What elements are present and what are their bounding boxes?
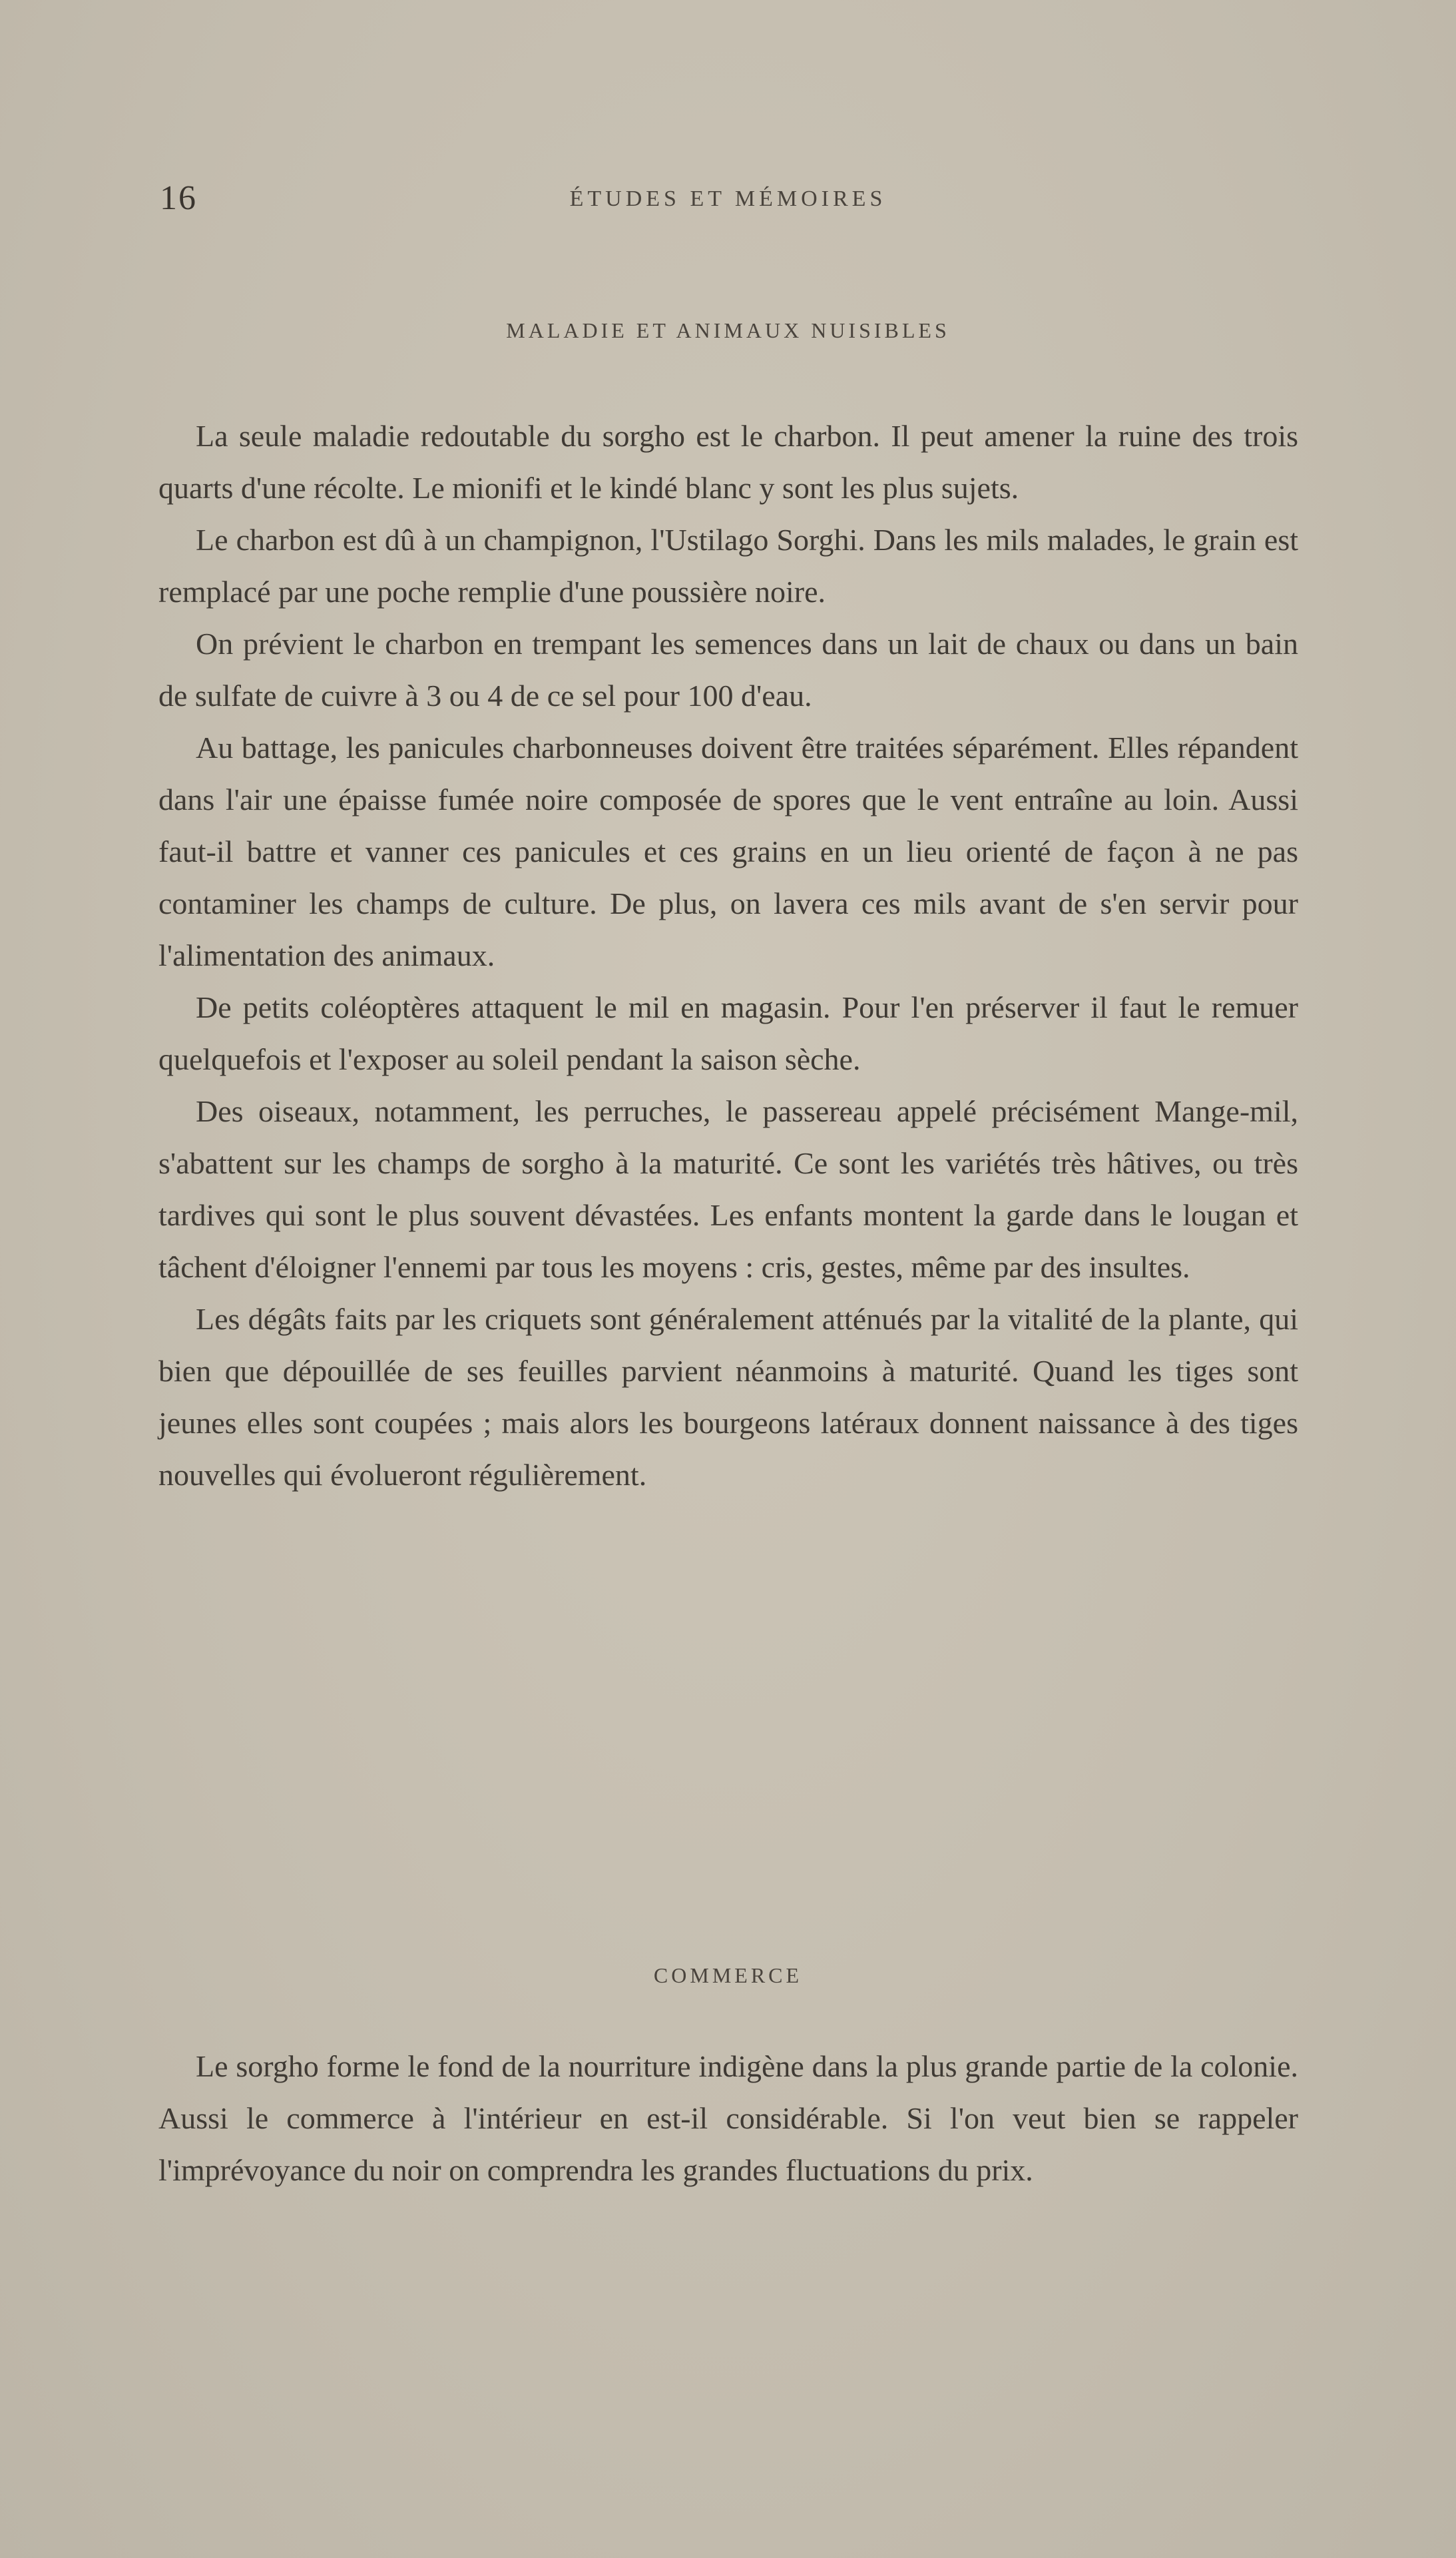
paragraph: La seule maladie redoutable du sorgho est le charbon. Il peut amener la ruine des trois quarts d'une récolte. Le mionifi et le kindé blanc y sont les plus sujets. bbox=[158, 419, 1298, 505]
paragraph: Au battage, les panicules charbonneuses doivent être traitées séparément. Elles répandent dans l'air une épaisse fumée noire composée de spores que le vent entraîne au loin. Aussi faut-il battre et vanner ces panicules et ces grains en un lieu orienté de façon à ne pas contaminer les champs de culture. De plus, on lavera ces mils avant de s'en servir pour l'alimentation des animaux. bbox=[158, 731, 1298, 972]
section-heading-maladie: MALADIE ET ANIMAUX NUISIBLES bbox=[506, 318, 950, 342]
running-head bbox=[0, 178, 1456, 225]
paragraph: Le charbon est dû à un champignon, l'Ustilago Sorghi. Dans les mils malades, le grain est remplacé par une poche remplie d'une poussière noire. bbox=[158, 523, 1298, 609]
journal-title: ÉTUDES ET MÉMOIRES bbox=[569, 186, 887, 211]
section-heading-commerce: COMMERCE bbox=[653, 1963, 803, 1987]
paragraph: Le sorgho forme le fond de la nourriture indigène dans la plus grande partie de la colonie. Aussi le commerce à l'intérieur en est-il considérable. Si l'on veut bien se rappeler l'imprévoyance du noir on comprendra les grandes fluctuations du prix. bbox=[158, 2049, 1298, 2187]
paragraph: De petits coléoptères attaquent le mil en magasin. Pour l'en préserver il faut le remuer quelquefois et l'exposer au soleil pendant la saison sèche. bbox=[158, 990, 1298, 1076]
section-body-maladie bbox=[158, 410, 1298, 1501]
paragraph: On prévient le charbon en trempant les semences dans un lait de chaux ou dans un bain de sulfate de cuivre à 3 ou 4 de ce sel pour 100 d'eau. bbox=[158, 627, 1298, 713]
page-number: 16 bbox=[160, 179, 197, 217]
paragraph: Les dégâts faits par les criquets sont généralement atténués par la vitalité de la plante, qui bien que dépouillée de ses feuilles parvient néanmoins à maturité. Quand les tiges sont jeunes elles sont coupées ; mais alors les bourgeons latéraux donnent naissance à des tiges nouvelles qui évolueront régulièrement. bbox=[158, 1302, 1298, 1492]
paragraph: Des oiseaux, notamment, les perruches, le passereau appelé précisément Mange-mil, s'abattent sur les champs de sorgho à la maturité. Ce sont les variétés très hâtives, ou très tardives qui sont le plus souvent dévastées. Les enfants montent la garde dans le lougan et tâchent d'éloigner l'ennemi par tous les moyens : cris, gestes, même par des insultes. bbox=[158, 1094, 1298, 1284]
section-body-commerce bbox=[158, 2041, 1298, 2196]
